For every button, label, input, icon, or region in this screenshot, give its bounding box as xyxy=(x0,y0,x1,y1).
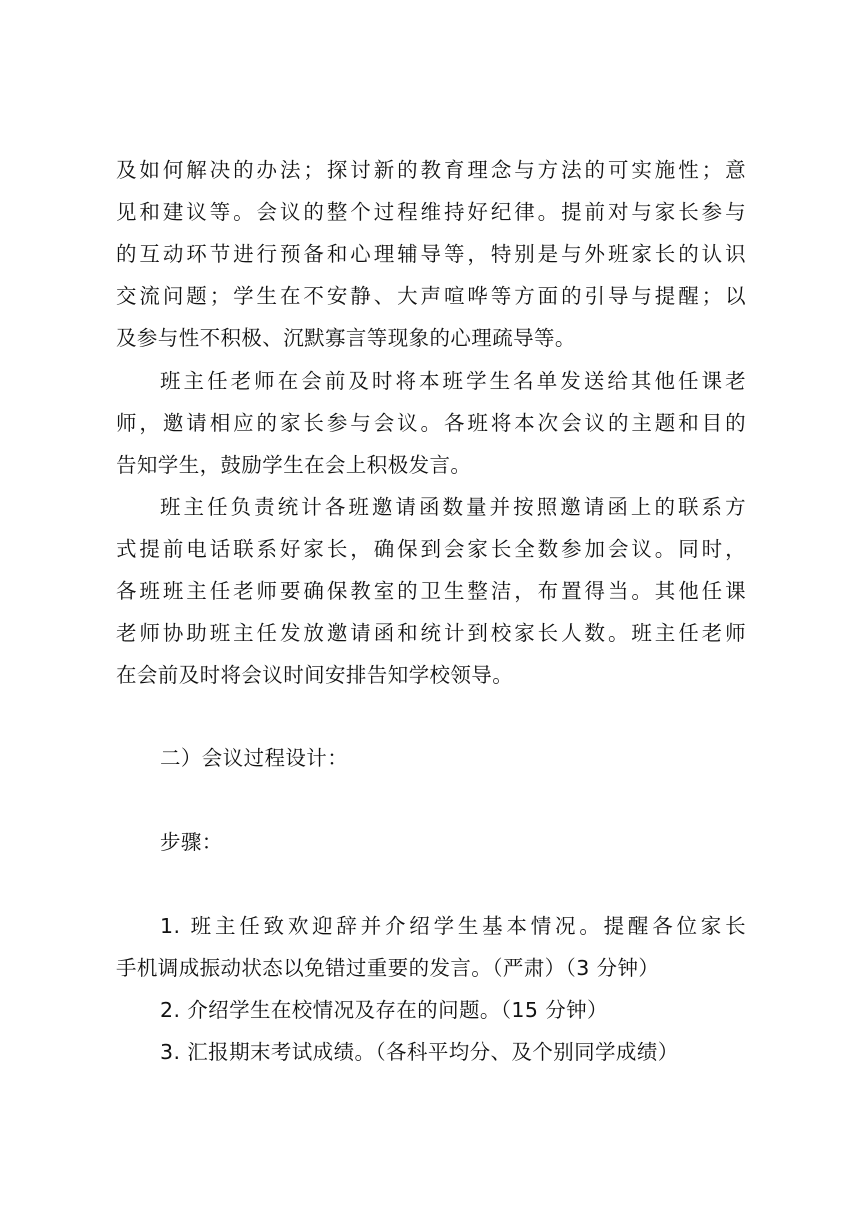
step-item-3: 3. 汇报期末考试成绩。（各科平均分、及个别同学成绩） xyxy=(160,1040,679,1064)
section-heading: 二）会议过程设计： xyxy=(160,746,349,770)
body-text-line: 告知学生，鼓励学生在会上积极发言。 xyxy=(116,453,472,477)
body-text-line: 及参与性不积极、沉默寡言等现象的心理疏导等。 xyxy=(116,326,576,350)
step-item-1-line: 手机调成振动状态以免错过重要的发言。（严肃）（3 分钟） xyxy=(116,956,660,980)
body-text-line: 的互动环节进行预备和心理辅导等，特别是与外班家长的认识 xyxy=(116,242,746,266)
step-item-1-line: 1. 班主任致欢迎辞并介绍学生基本情况。提醒各位家长 xyxy=(160,914,746,938)
body-text-line: 在会前及时将会议时间安排告知学校领导。 xyxy=(116,663,514,687)
body-text-line: 交流问题；学生在不安静、大声喧哗等方面的引导与提醒；以 xyxy=(116,284,746,308)
body-text-line: 班主任负责统计各班邀请函数量并按照邀请函上的联系方 xyxy=(160,495,746,519)
body-text-line: 师，邀请相应的家长参与会议。各班将本次会议的主题和目的 xyxy=(116,411,746,435)
body-text-line: 式提前电话联系好家长，确保到会家长全数参加会议。同时， xyxy=(116,537,746,561)
body-text-line: 班主任老师在会前及时将本班学生名单发送给其他任课老 xyxy=(160,369,746,393)
body-text-line: 各班班主任老师要确保教室的卫生整洁，布置得当。其他任课 xyxy=(116,579,746,603)
body-text-line: 见和建议等。会议的整个过程维持好纪律。提前对与家长参与 xyxy=(116,200,746,224)
body-text-line: 及如何解决的办法；探讨新的教育理念与方法的可实施性；意 xyxy=(116,158,746,182)
step-item-2: 2. 介绍学生在校情况及存在的问题。（15 分钟） xyxy=(160,998,608,1022)
steps-label: 步骤： xyxy=(160,830,223,854)
body-text-line: 老师协助班主任发放邀请函和统计到校家长人数。班主任老师 xyxy=(116,621,746,645)
